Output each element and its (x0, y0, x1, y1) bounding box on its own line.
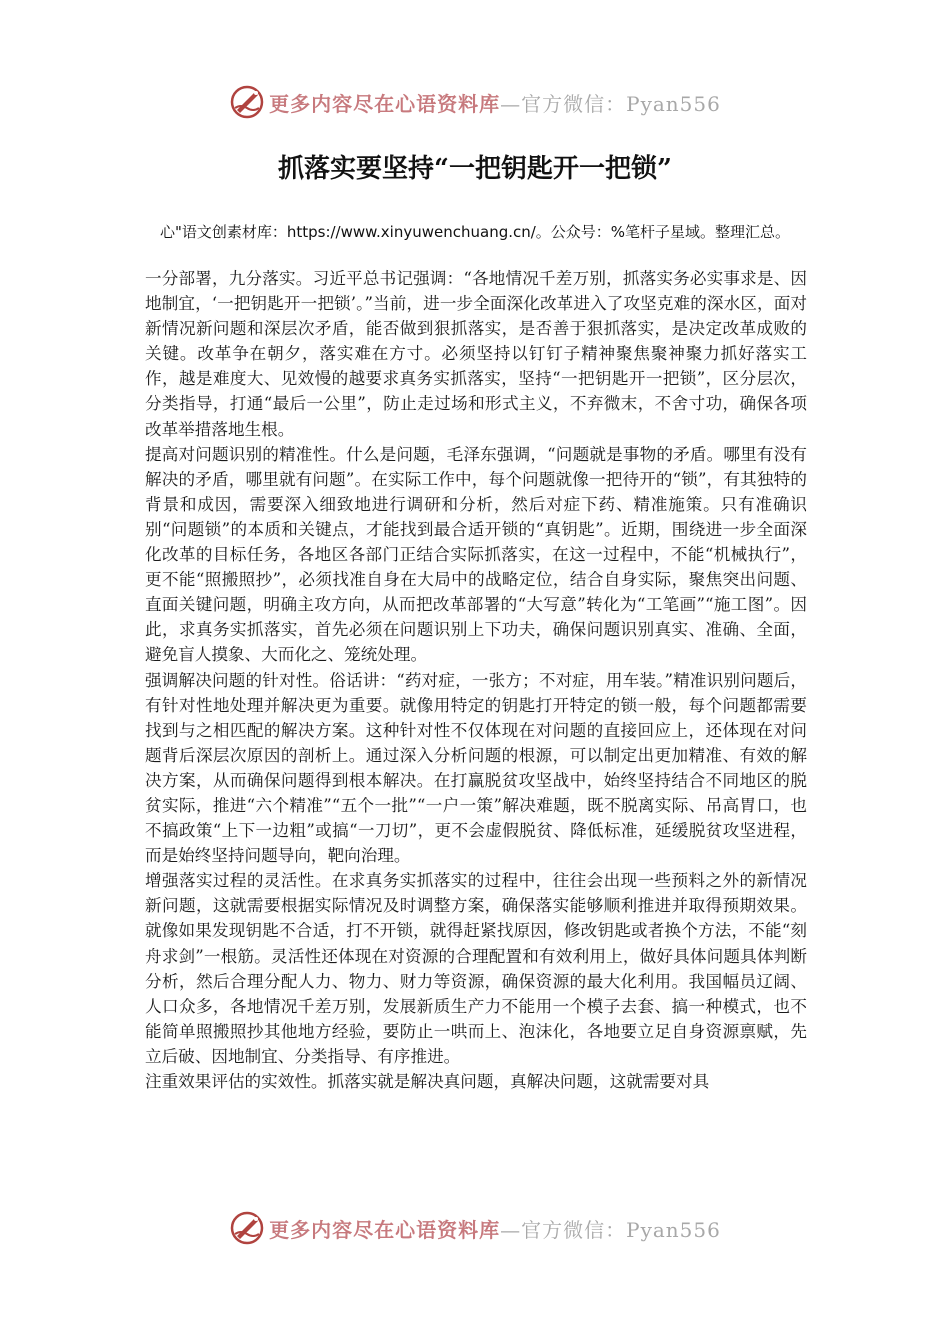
paragraph-3: 强调解决问题的针对性。俗话讲：“药对症，一张方；不对症，用车装。”精准识别问题后，有针对性地处理并解决更为重要。就像用特定的钥匙打开特定的锁一般，每个问题都需要找到与之相匹配的解决方案。这种针对性不仅体现在对问题的直接回应上，还体现在对问题背后深层次原因的剖析上。通过深入分析问题的根源，可以制定出更加精准、有效的解决方案，从而确保问题得到根本解决。在打赢脱贫攻坚战中，始终坚持结合不同地区的脱贫实际，推进“六个精准”“五个一批”“一户一策”解决难题，既不脱离实际、吊高胃口，也不搞政策“上下一边粗”或搞“一刀切”，更不会虚假脱贫、降低标准，延缓脱贫攻坚进程，而是始终坚持问题导向，靶向治理。 (145, 670, 807, 866)
pen-book-logo-icon (229, 1210, 265, 1246)
paragraph-4: 增强落实过程的灵活性。在求真务实抓落实的过程中，往往会出现一些预料之外的新情况新问题，这就需要根据实际情况及时调整方案，确保落实能够顺利推进并取得预期效果。就像如果发现钥匙不合适，打不开锁，就得赶紧找原因，修改钥匙或者换个方法，不能“刻舟求剑”一根筋。灵活性还体现在对资源的合理配置和有效利用上，做好具体问题具体判断分析，然后合理分配人力、物力、财力等资源，确保资源的最大化利用。我国幅员辽阔、人口众多，各地情况千差万别，发展新质生产力不能用一个模子去套、搞一种模式，也不能简单照搬照抄其他地方经验，要防止一哄而上、泡沫化，各地要立足自身资源禀赋，先立后破、因地制宜、分类指导、有序推进。 (145, 871, 807, 1066)
header-banner[interactable] (0, 82, 950, 122)
document-title: 抓落实要坚持“一把钥匙开一把锁” (278, 154, 672, 184)
footer-banner-text (269, 1214, 721, 1243)
header-banner-text (269, 88, 721, 117)
footer-banner-main: 更多内容尽在心语资料库 (269, 1217, 501, 1242)
footer-banner-sub: —官方微信：Pyan556 (500, 1217, 721, 1242)
header-banner-main: 更多内容尽在心语资料库 (269, 91, 501, 116)
pen-book-logo-icon (229, 84, 265, 120)
source-line: 心"语文创素材库：https://www.xinyuwenchuang.cn/。公众号：%笔杆子星域。整理汇总。 (159, 223, 791, 241)
paragraph-5: 注重效果评估的实效性。抓落实就是解决真问题，真解决问题，这就需要对具 (145, 1072, 710, 1091)
header-banner-sub: —官方微信：Pyan556 (500, 91, 721, 116)
paragraph-1: 一分部署，九分落实。习近平总书记强调：“各地情况千差万别，抓落实务必实事求是、因地制宜，‘一把钥匙开一把锁’。”当前，进一步全面深化改革进入了攻坚克难的深水区，面对新情况新问题和深层次矛盾，能否做到狠抓落实，是否善于狠抓落实，是决定改革成败的关键。改革争在朝夕，落实难在方寸。必须坚持以钉钉子精神聚焦聚神聚力抓好落实工作，越是难度大、见效慢的越要求真务实抓落实，坚持“一把钥匙开一把锁”，区分层次，分类指导，打通“最后一公里”，防止走过场和形式主义，不弃微末，不舍寸功，确保各项改革举措落地生根。 (145, 269, 807, 439)
paragraph-2: 提高对问题识别的精准性。什么是问题，毛泽东强调，“问题就是事物的矛盾。哪里有没有解决的矛盾，哪里就有问题”。在实际工作中，每个问题就像一把待开的“锁”，有其独特的背景和成因，需要深入细致地进行调研和分析，然后对症下药、精准施策。只有准确识别“问题锁”的本质和关键点，才能找到最合适开锁的“真钥匙”。近期，围绕进一步全面深化改革的目标任务，各地区各部门正结合实际抓落实，在这一过程中，不能“机械执行”，更不能“照搬照抄”，必须找准自身在大局中的战略定位，结合自身实际，聚焦突出问题、直面关键问题，明确主攻方向，从而把改革部署的“大写意”转化为“工笔画”“施工图”。因此，求真务实抓落实，首先必须在问题识别上下功夫，确保问题识别真实、准确、全面，避免盲人摸象、大而化之、笼统处理。 (145, 444, 807, 665)
footer-banner[interactable] (0, 1208, 950, 1248)
document-body (145, 266, 807, 1094)
